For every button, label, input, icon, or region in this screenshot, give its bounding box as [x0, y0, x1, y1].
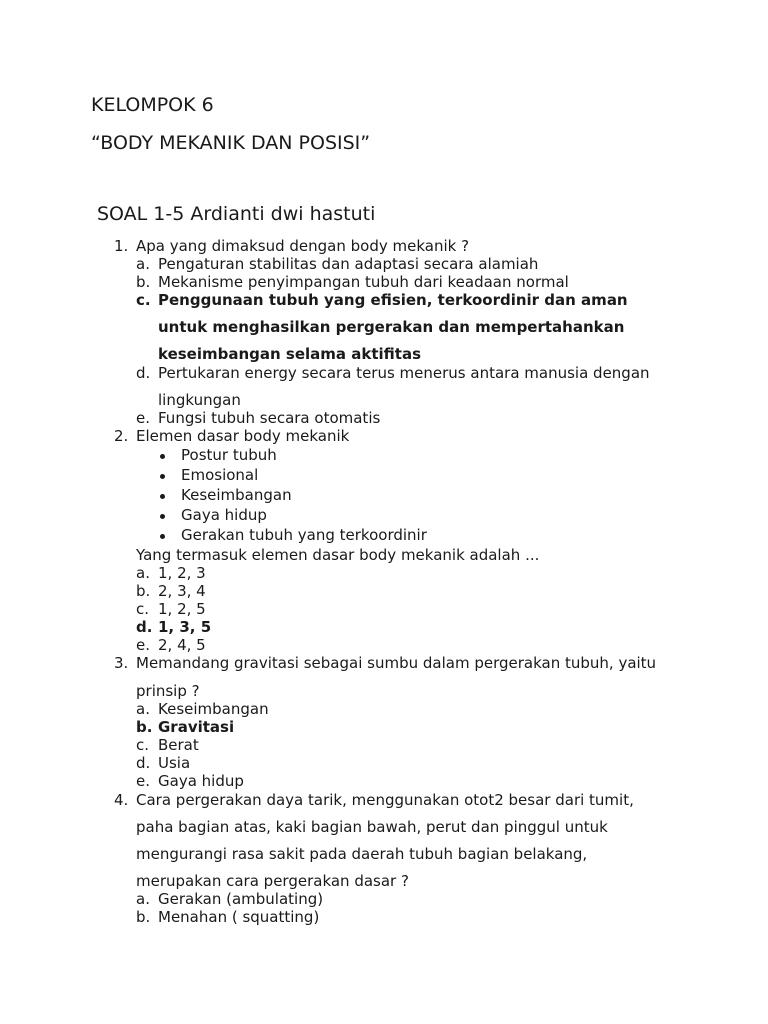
bullet-icon [160, 534, 165, 539]
bullet-icon [160, 454, 165, 459]
option-text-continuation: keseimbangan selama aktifitas [158, 345, 422, 363]
option-label: c. [136, 600, 150, 618]
section-title: SOAL 1-5 Ardianti dwi hastuti [97, 203, 376, 225]
question-prompt: Yang termasuk elemen dasar body mekanik adalah ... [136, 546, 540, 564]
question-text: Memandang gravitasi sebagai sumbu dalam pergerakan tubuh, yaitu [136, 654, 657, 672]
option-label: e. [136, 409, 150, 427]
option-text: Pengaturan stabilitas dan adaptasi secara alamiah [158, 255, 539, 273]
question-text: Apa yang dimaksud dengan body mekanik ? [136, 237, 470, 255]
option-label: a. [136, 700, 150, 718]
option-text: Mekanisme penyimpangan tubuh dari keadaan normal [158, 273, 569, 291]
option-text: 2, 4, 5 [158, 636, 206, 654]
question-number: 2. [114, 427, 129, 445]
option-text-continuation: untuk menghasilkan pergerakan dan mempertahankan [158, 318, 625, 336]
bullet-icon [160, 474, 165, 479]
question-text-continuation: prinsip ? [136, 682, 200, 700]
bullet-item: Keseimbangan [181, 486, 292, 504]
option-label: a. [136, 255, 150, 273]
option-text: Usia [158, 754, 191, 772]
option-text: 1, 2, 3 [158, 564, 206, 582]
option-label-correct: d. [136, 618, 153, 636]
option-label: a. [136, 890, 150, 908]
option-text: Menahan ( squatting) [158, 908, 320, 926]
option-label: b. [136, 582, 151, 600]
question-number: 3. [114, 654, 129, 672]
option-label: d. [136, 364, 151, 382]
option-label-correct: c. [136, 291, 151, 309]
question-number: 4. [114, 791, 129, 809]
option-text: Berat [158, 736, 199, 754]
question-number: 1. [114, 237, 129, 255]
option-text: Pertukaran energy secara terus menerus antara manusia dengan [158, 364, 650, 382]
bullet-item: Emosional [181, 466, 259, 484]
option-label: a. [136, 564, 150, 582]
option-label: d. [136, 754, 151, 772]
question-text-continuation: paha bagian atas, kaki bagian bawah, perut dan pinggul untuk [136, 818, 608, 836]
question-text: Elemen dasar body mekanik [136, 427, 350, 445]
question-text-continuation: mengurangi rasa sakit pada daerah tubuh bagian belakang, [136, 845, 588, 863]
group-heading: KELOMPOK 6 [91, 94, 214, 116]
option-label: e. [136, 772, 150, 790]
bullet-item: Postur tubuh [181, 446, 277, 464]
bullet-item: Gaya hidup [181, 506, 267, 524]
option-label: e. [136, 636, 150, 654]
question-text: Cara pergerakan daya tarik, menggunakan otot2 besar dari tumit, [136, 791, 634, 809]
option-text: Gaya hidup [158, 772, 244, 790]
option-text-correct: Penggunaan tubuh yang efisien, terkoordinir dan aman [158, 291, 628, 309]
option-text: 1, 2, 5 [158, 600, 206, 618]
bullet-item: Gerakan tubuh yang terkoordinir [181, 526, 427, 544]
option-text-continuation: lingkungan [158, 391, 241, 409]
option-label: b. [136, 273, 151, 291]
option-text: Fungsi tubuh secara otomatis [158, 409, 381, 427]
option-label: c. [136, 736, 150, 754]
option-text-correct: 1, 3, 5 [158, 618, 212, 636]
bullet-icon [160, 494, 165, 499]
option-text: 2, 3, 4 [158, 582, 206, 600]
option-text-correct: Gravitasi [158, 718, 235, 736]
question-text-continuation: merupakan cara pergerakan dasar ? [136, 872, 409, 890]
document-title: “BODY MEKANIK DAN POSISI” [91, 132, 371, 154]
bullet-icon [160, 514, 165, 519]
option-text: Gerakan (ambulating) [158, 890, 324, 908]
option-text: Keseimbangan [158, 700, 269, 718]
option-label: b. [136, 908, 151, 926]
option-label-correct: b. [136, 718, 153, 736]
